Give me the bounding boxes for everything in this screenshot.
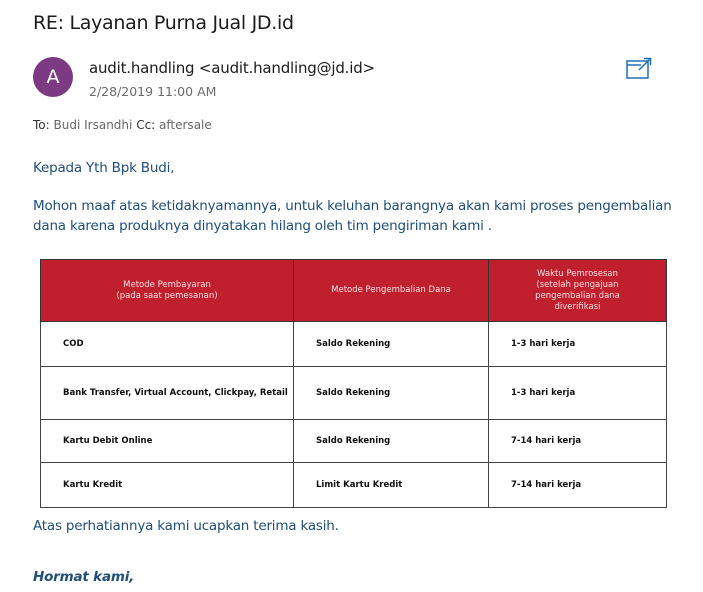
cell-refund-method: Saldo Rekening (294, 420, 489, 463)
cell-refund-method: Saldo Rekening (294, 322, 489, 367)
sender-avatar (33, 57, 73, 97)
avatar-initial: A (46, 66, 60, 88)
refund-table (40, 259, 667, 508)
cell-processing-time: 1-3 hari kerja (489, 367, 667, 420)
table-row (41, 420, 667, 463)
table-header-row (41, 260, 667, 322)
thanks-line: Atas perhatiannya kami ucapkan terima kasih. (33, 518, 339, 534)
greeting: Kepada Yth Bpk Budi, (33, 160, 175, 176)
email-subject: RE: Layanan Purna Jual JD.id (33, 12, 294, 34)
open-in-new-window-icon (626, 57, 652, 79)
cell-processing-time: 7-14 hari kerja (489, 463, 667, 508)
header-processing-time: Waktu Pemrosesan (setelah pengajuan pengembalian dana diverifikasi (489, 260, 667, 322)
to-recipient[interactable]: Budi Irsandhi (53, 118, 133, 132)
body-paragraph: Mohon maaf atas ketidaknyamannya, untuk keluhan barangnya akan kami proses pengembalian dana karena produknya dinyatakan hilang oleh tim pengiriman kami . (33, 198, 672, 234)
email-datetime: 2/28/2019 11:00 AM (89, 84, 217, 99)
header-payment-method: Metode Pembayaran (pada saat pemesanan) (41, 260, 294, 322)
to-label: To: (33, 118, 50, 132)
table-row (41, 367, 667, 420)
table-row (41, 322, 667, 367)
cell-payment-method: Bank Transfer, Virtual Account, Clickpay, Retail (41, 367, 294, 420)
cc-recipient[interactable]: aftersale (159, 118, 212, 132)
open-in-new-window-button[interactable] (626, 57, 652, 79)
table-row (41, 463, 667, 508)
cell-processing-time: 1-3 hari kerja (489, 322, 667, 367)
cell-processing-time: 7-14 hari kerja (489, 420, 667, 463)
sender-name[interactable]: audit.handling <audit.handling@jd.id> (89, 59, 375, 77)
cell-refund-method: Saldo Rekening (294, 367, 489, 420)
closing-line: Hormat kami, (33, 569, 135, 585)
cell-payment-method: COD (41, 322, 294, 367)
cell-payment-method: Kartu Debit Online (41, 420, 294, 463)
cc-label: Cc: (136, 118, 156, 132)
cell-payment-method: Kartu Kredit (41, 463, 294, 508)
cell-refund-method: Limit Kartu Kredit (294, 463, 489, 508)
header-refund-method: Metode Pengembalian Dana (294, 260, 489, 322)
recipients-line (33, 118, 212, 132)
